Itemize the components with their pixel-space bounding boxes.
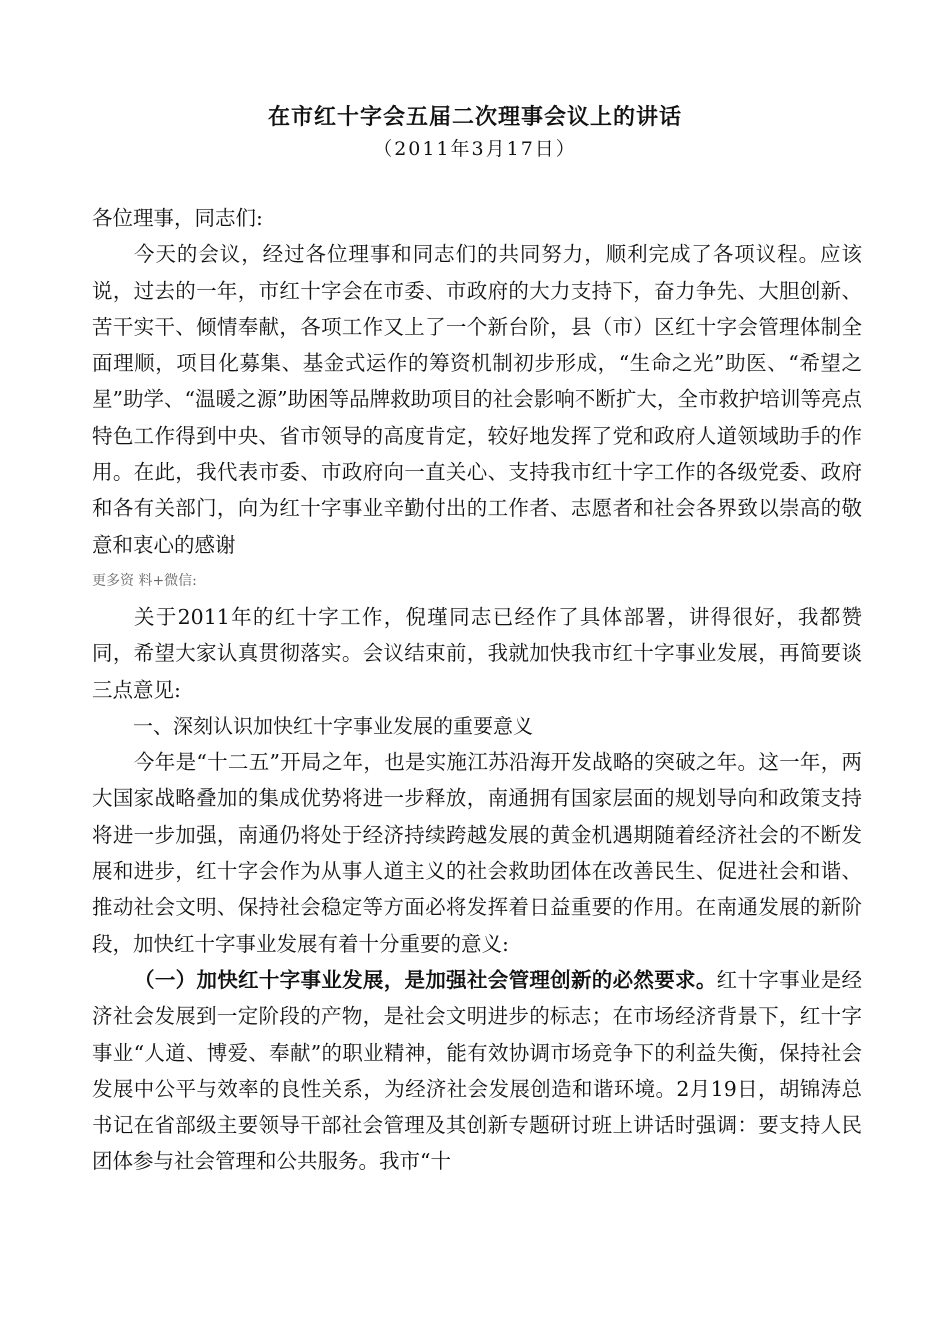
point-1-text: 红十字事业是经济社会发展到一定阶段的产物，是社会文明进步的标志；在市场经济背景下，红十字事业“人道、博爱、奉献”的职业精神，能有效协调市场竞争下的利益失衡，保持社会发展中公平与效率的良性关系，为经济社会发展创造和谐环境。2月19日，胡锦涛总书记在省部级主要领导干部社会管理及其创新专题研讨班上讲话时强调：要支持人民团体参与社会管理和公共服务。我市“十 xyxy=(92,967,863,1174)
document-date: （2011年3月17日） xyxy=(373,138,577,160)
document-title: 在市红十字会五届二次理事会议上的讲话 xyxy=(267,104,682,130)
document-body xyxy=(92,200,862,1180)
section-heading-1: 一、深刻认识加快红十字事业发展的重要意义 xyxy=(133,713,533,738)
paragraph-significance: 今年是“十二五”开局之年，也是实施江苏沿海开发战略的突破之年。这一年，两大国家战略叠加的集成优势将进一步释放，南通拥有国家层面的规划导向和政策支持将进一步加强，南通仍将处于经济持续跨越发展的黄金机遇期随着经济社会的不断发展和进步，红十字会作为从事人道主义的社会救助团体在改善民生、促进社会和谐、推动社会文明、保持社会稳定等方面必将发挥着日益重要的作用。在南通发展的新阶段，加快红十字事业发展有着十分重要的意义: xyxy=(92,750,862,956)
paragraph-intro: 今天的会议，经过各位理事和同志们的共同努力，顺利完成了各项议程。应该说，过去的一年，市红十字会在市委、市政府的大力支持下，奋力争先、大胆创新、苦干实干、倾情奉献，各项工作又上了一个新台阶，县（市）区红十字会管理体制全面理顺，项目化募集、基金式运作的筹资机制初步形成，“生命之光”助医、“希望之星”助学、“温暖之源”助困等品牌救助项目的社会影响不断扩大，全市救护培训等亮点特色工作得到中央、省市领导的高度肯定，较好地发挥了党和政府人道领域助手的作用。在此，我代表市委、市政府向一直关心、支持我市红十字工作的各级党委、政府和各有关部门，向为红十字事业辛勤付出的工作者、志愿者和社会各界致以崇高的敬意和衷心的感谢 xyxy=(92,242,862,557)
point-1-lead: （一）加快红十字事业发展，是加强社会管理创新的必然要求。 xyxy=(134,967,717,992)
salutation: 各位理事，同志们: xyxy=(92,206,263,230)
watermark-note: 更多资 料+微信: xyxy=(92,572,197,589)
paragraph-point-1 xyxy=(92,962,862,1180)
paragraph-opinions: 关于2011年的红十字工作，倪瑾同志已经作了具体部署，讲得很好，我都赞同，希望大家认真贯彻落实。会议结束前，我就加快我市红十字事业发展，再简要谈三点意见: xyxy=(92,604,862,702)
